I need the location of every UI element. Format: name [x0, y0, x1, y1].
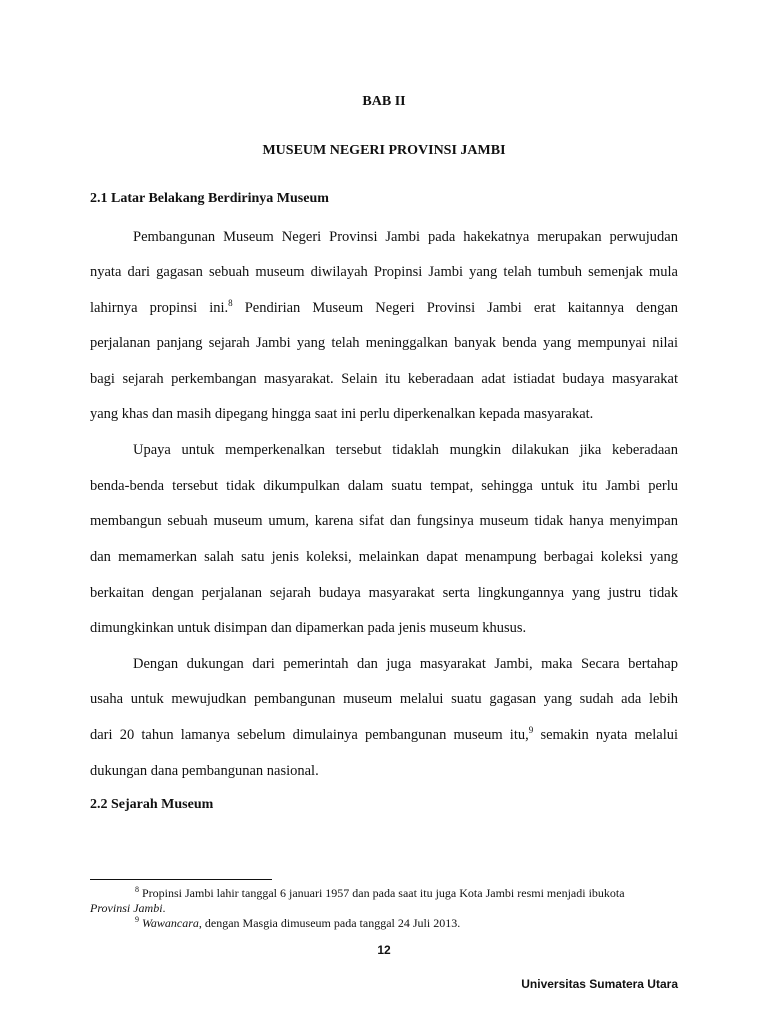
paragraph-line: dan memamerkan salah satu jenis koleksi, melainkan dapat menampung berbagai koleksi yang	[90, 549, 678, 565]
footnote-ref-8[interactable]: 8	[228, 298, 233, 308]
footnote-separator	[90, 879, 272, 880]
footer-institution: Universitas Sumatera Utara	[521, 977, 678, 991]
paragraph-line: dukungan dana pembangunan nasional.	[90, 763, 319, 779]
paragraph-line: Dengan dukungan dari pemerintah dan juga masyarakat Jambi, maka Secara bertahap	[133, 656, 678, 672]
paragraph-line: membangun sebuah museum umum, karena sifat dan fungsinya museum tidak hanya menyimpan	[90, 513, 678, 529]
text-segment: semakin nyata melalui	[540, 727, 678, 743]
footnote-9	[90, 916, 678, 931]
footnote-8-continued	[90, 901, 678, 916]
footnote-text: Propinsi Jambi lahir tanggal 6 januari 1957 dan pada saat itu juga Kota Jambi resmi menjadi ibukota	[142, 886, 625, 900]
footnote-number: 9	[135, 915, 139, 924]
paragraph-line: benda-benda tersebut tidak dikumpulkan dalam suatu tempat, sehingga untuk itu Jambi perlu	[90, 478, 678, 494]
text-segment: Pendirian Museum Negeri Provinsi Jambi erat kaitannya dengan	[244, 300, 679, 316]
text-segment: dari 20 tahun lamanya sebelum dimulainya pembangunan museum itu,	[90, 727, 529, 743]
footnote-italic: Provinsi Jambi	[90, 901, 163, 915]
paragraph-line: Upaya untuk memperkenalkan tersebut tidaklah mungkin dilakukan jika keberadaan	[133, 442, 678, 458]
footnote-text: .	[162, 901, 166, 915]
section-heading-2-2: 2.2 Sejarah Museum	[90, 797, 214, 812]
footnote-number: 8	[135, 885, 139, 894]
footnote-ref-9[interactable]: 9	[528, 725, 534, 735]
paragraph-line	[90, 726, 678, 744]
paragraph-line: nyata dari gagasan sebuah museum diwilayah Propinsi Jambi yang telah tumbuh semenjak mula	[90, 264, 678, 280]
paragraph-line: Pembangunan Museum Negeri Provinsi Jambi pada hakekatnya merupakan perwujudan	[133, 229, 678, 245]
paragraph-line: dimungkinkan untuk disimpan dan dipamerkan pada jenis museum khusus.	[90, 620, 527, 636]
paragraph-line: usaha untuk mewujudkan pembangunan museum melalui suatu gagasan yang sudah ada lebih	[90, 691, 678, 707]
text-segment: lahirnya propinsi ini.	[90, 300, 229, 316]
chapter-title: MUSEUM NEGERI PROVINSI JAMBI	[262, 143, 506, 158]
page-number: 12	[377, 943, 391, 957]
paragraph-line: perjalanan panjang sejarah Jambi yang telah meninggalkan banyak benda yang mempunyai nilai	[90, 335, 678, 351]
paragraph-line: yang khas dan masih dipegang hingga saat ini perlu diperkenalkan kepada masyarakat.	[90, 406, 594, 422]
footnote-text: , dengan Masgia dimuseum pada tanggal 24 Juli 2013.	[198, 916, 461, 930]
footnote-8	[90, 886, 678, 901]
paragraph-line	[90, 299, 678, 317]
paragraph-line: berkaitan dengan perjalanan sejarah budaya masyarakat serta lingkungannya yang justru tidak	[90, 585, 678, 601]
footnote-italic: Wawancara	[142, 916, 199, 930]
section-heading-2-1: 2.1 Latar Belakang Berdirinya Museum	[90, 191, 329, 206]
paragraph-line: bagi sejarah perkembangan masyarakat. Selain itu keberadaan adat istiadat budaya masyarakat	[90, 371, 678, 387]
chapter-label: BAB II	[362, 94, 406, 109]
